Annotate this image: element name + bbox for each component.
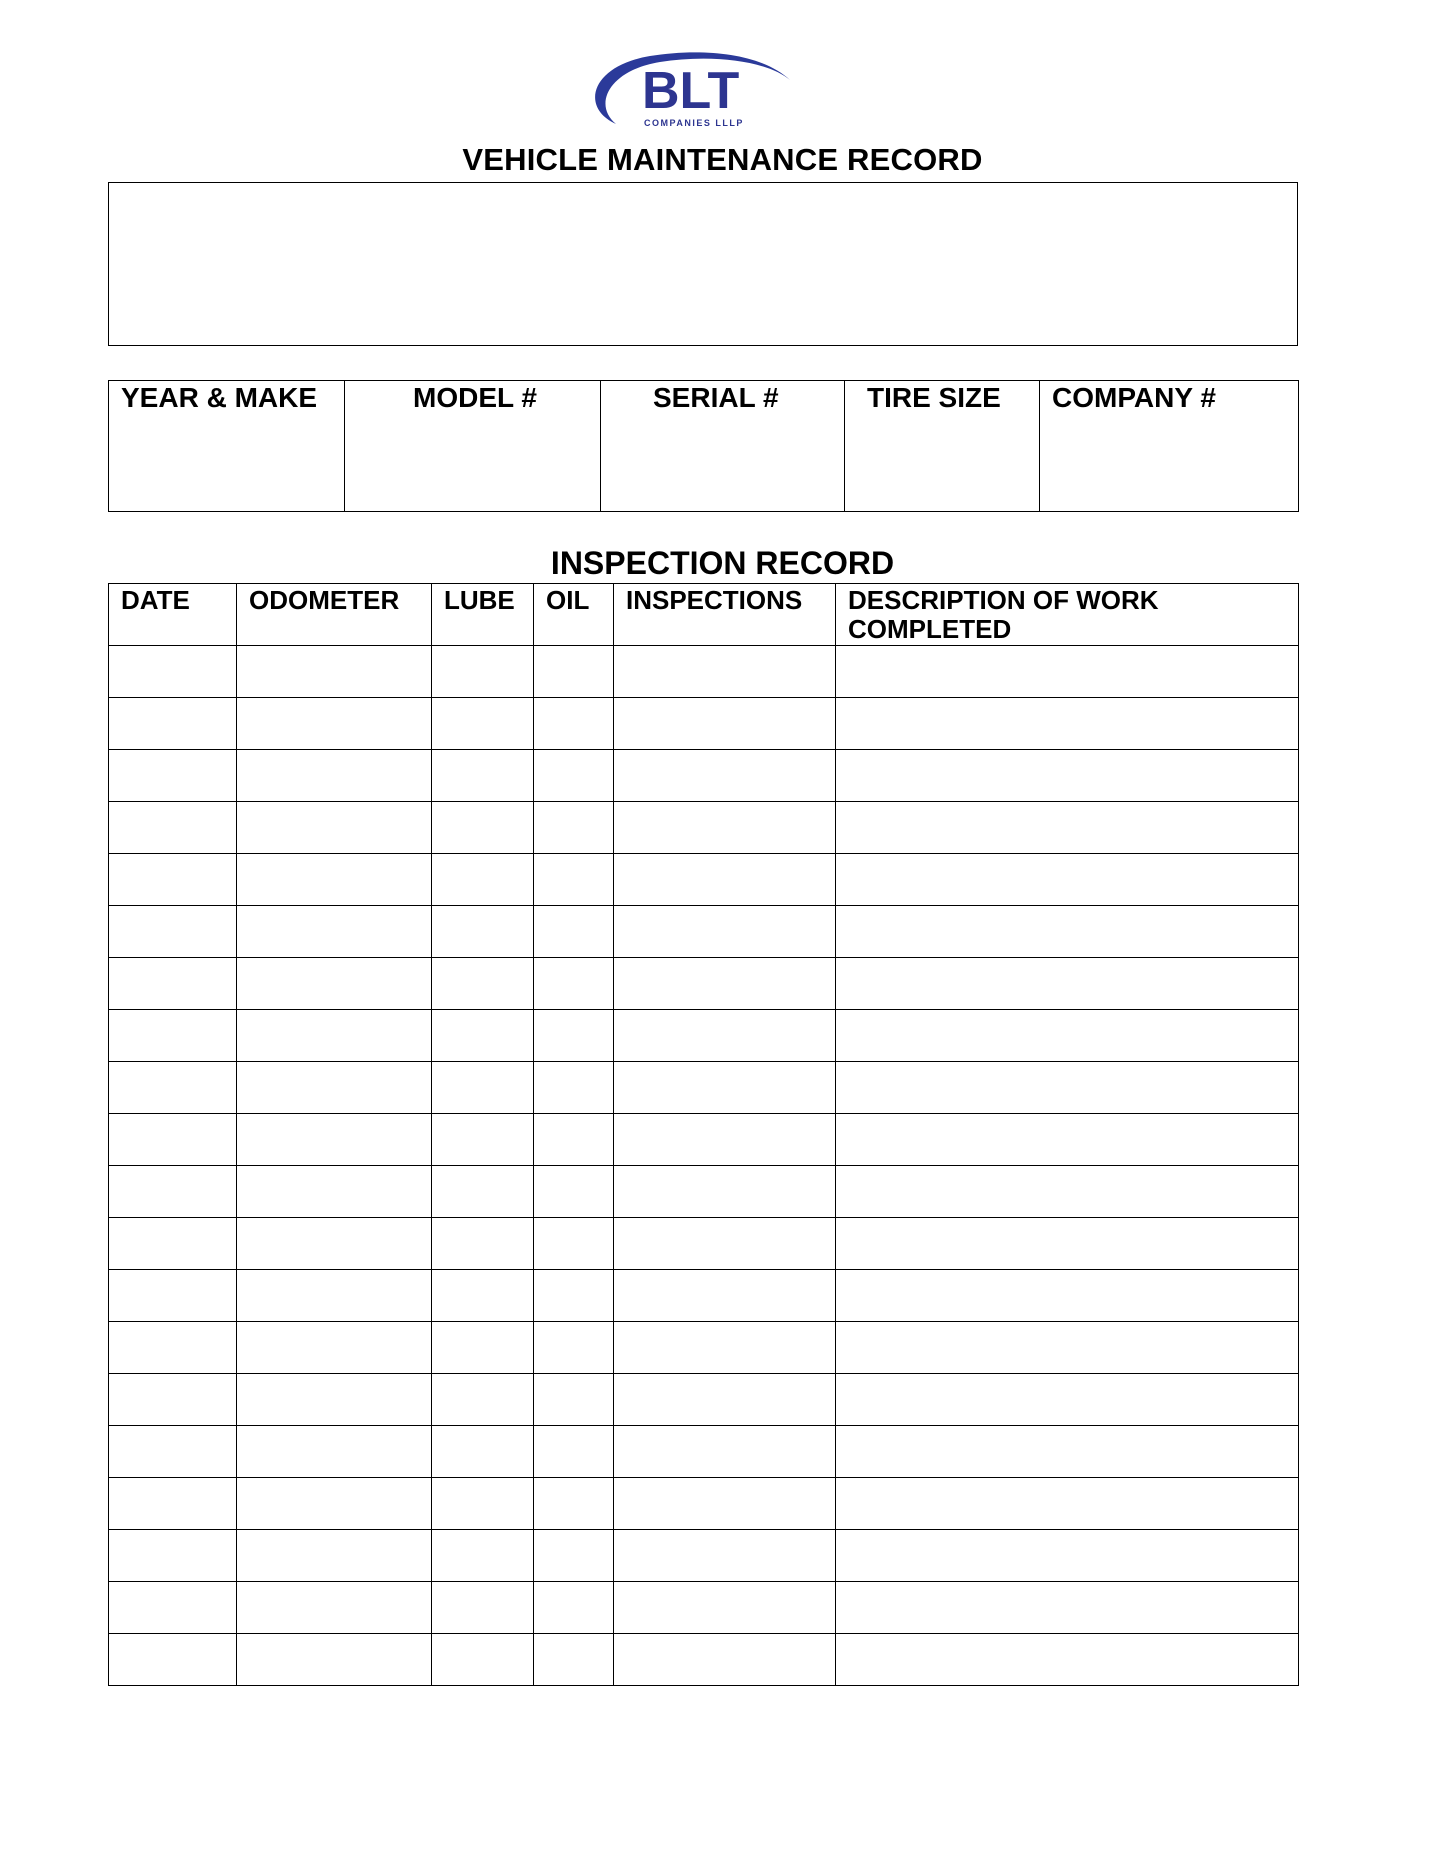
lube-cell[interactable] xyxy=(432,1114,534,1166)
inspections-cell[interactable] xyxy=(614,802,836,854)
description-cell[interactable] xyxy=(836,1166,1299,1218)
table-row xyxy=(109,698,1299,750)
inspections-cell[interactable] xyxy=(614,1166,836,1218)
lube-cell[interactable] xyxy=(432,1530,534,1582)
lube-cell[interactable] xyxy=(432,1582,534,1634)
date-cell[interactable] xyxy=(109,802,237,854)
odometer-cell[interactable] xyxy=(237,906,432,958)
odometer-cell[interactable] xyxy=(237,802,432,854)
date-cell[interactable] xyxy=(109,1478,237,1530)
logo-subtext: COMPANIES LLLP xyxy=(644,118,744,128)
lube-cell[interactable] xyxy=(432,958,534,1010)
date-cell[interactable] xyxy=(109,1270,237,1322)
oil-cell[interactable] xyxy=(534,1374,614,1426)
table-row xyxy=(109,958,1299,1010)
oil-cell[interactable] xyxy=(534,646,614,698)
odometer-cell[interactable] xyxy=(237,1582,432,1634)
odometer-cell[interactable] xyxy=(237,1218,432,1270)
company-number-label: COMPANY # xyxy=(1052,382,1216,413)
inspections-cell[interactable] xyxy=(614,906,836,958)
oil-cell[interactable] xyxy=(534,750,614,802)
vehicle-info-table xyxy=(108,380,1299,512)
table-row xyxy=(109,1322,1299,1374)
company-number-field[interactable] xyxy=(1040,381,1299,512)
inspections-cell[interactable] xyxy=(614,1322,836,1374)
inspections-cell[interactable] xyxy=(614,1010,836,1062)
oil-cell[interactable] xyxy=(534,1426,614,1478)
odometer-cell[interactable] xyxy=(237,750,432,802)
description-cell[interactable] xyxy=(836,854,1299,906)
inspection-rows xyxy=(109,646,1299,1686)
serial-number-field[interactable] xyxy=(601,381,845,512)
date-cell[interactable] xyxy=(109,1582,237,1634)
tire-size-label: TIRE SIZE xyxy=(867,382,1001,413)
table-row xyxy=(109,802,1299,854)
lube-cell[interactable] xyxy=(432,1270,534,1322)
inspections-cell[interactable] xyxy=(614,1374,836,1426)
odometer-cell[interactable] xyxy=(237,1166,432,1218)
date-cell[interactable] xyxy=(109,1374,237,1426)
oil-column-header: OIL xyxy=(534,584,614,646)
description-cell[interactable] xyxy=(836,646,1299,698)
inspections-cell[interactable] xyxy=(614,1270,836,1322)
inspections-cell[interactable] xyxy=(614,1426,836,1478)
logo-text: BLT xyxy=(642,62,740,120)
lube-cell[interactable] xyxy=(432,854,534,906)
odometer-cell[interactable] xyxy=(237,1062,432,1114)
odometer-cell[interactable] xyxy=(237,854,432,906)
table-row xyxy=(109,1374,1299,1426)
inspections-cell[interactable] xyxy=(614,854,836,906)
company-logo xyxy=(580,46,800,136)
lube-cell[interactable] xyxy=(432,1166,534,1218)
odometer-column-header: ODOMETER xyxy=(237,584,432,646)
table-row xyxy=(109,1218,1299,1270)
date-cell[interactable] xyxy=(109,698,237,750)
inspection-header-row xyxy=(109,584,1299,646)
table-row xyxy=(109,1166,1299,1218)
oil-cell[interactable] xyxy=(534,1582,614,1634)
year-make-field[interactable] xyxy=(109,381,345,512)
date-cell[interactable] xyxy=(109,906,237,958)
model-number-label: MODEL # xyxy=(413,382,537,413)
lube-cell[interactable] xyxy=(432,906,534,958)
lube-cell[interactable] xyxy=(432,698,534,750)
date-cell[interactable] xyxy=(109,1010,237,1062)
date-cell[interactable] xyxy=(109,1634,237,1686)
inspections-cell[interactable] xyxy=(614,698,836,750)
date-cell[interactable] xyxy=(109,750,237,802)
table-row xyxy=(109,646,1299,698)
inspections-cell[interactable] xyxy=(614,646,836,698)
description-cell[interactable] xyxy=(836,802,1299,854)
oil-cell[interactable] xyxy=(534,906,614,958)
tire-size-field[interactable] xyxy=(845,381,1040,512)
description-cell[interactable] xyxy=(836,1322,1299,1374)
description-cell[interactable] xyxy=(836,1374,1299,1426)
description-cell[interactable] xyxy=(836,698,1299,750)
date-cell[interactable] xyxy=(109,1322,237,1374)
date-cell[interactable] xyxy=(109,1218,237,1270)
oil-cell[interactable] xyxy=(534,1218,614,1270)
lube-cell[interactable] xyxy=(432,802,534,854)
inspections-cell[interactable] xyxy=(614,958,836,1010)
lube-cell[interactable] xyxy=(432,646,534,698)
odometer-cell[interactable] xyxy=(237,1374,432,1426)
inspections-cell[interactable] xyxy=(614,1634,836,1686)
oil-cell[interactable] xyxy=(534,802,614,854)
oil-cell[interactable] xyxy=(534,1530,614,1582)
description-cell[interactable] xyxy=(836,1270,1299,1322)
lube-cell[interactable] xyxy=(432,1062,534,1114)
table-row xyxy=(109,1270,1299,1322)
table-row xyxy=(109,1010,1299,1062)
description-cell[interactable] xyxy=(836,1114,1299,1166)
notes-box[interactable] xyxy=(108,182,1298,346)
date-column-header: DATE xyxy=(109,584,237,646)
date-cell[interactable] xyxy=(109,1166,237,1218)
table-row xyxy=(109,854,1299,906)
description-cell[interactable] xyxy=(836,1478,1299,1530)
lube-cell[interactable] xyxy=(432,1426,534,1478)
oil-cell[interactable] xyxy=(534,958,614,1010)
table-row xyxy=(109,1530,1299,1582)
oil-cell[interactable] xyxy=(534,698,614,750)
lube-cell[interactable] xyxy=(432,1218,534,1270)
inspections-cell[interactable] xyxy=(614,1582,836,1634)
description-cell[interactable] xyxy=(836,1530,1299,1582)
table-row xyxy=(109,1634,1299,1686)
date-cell[interactable] xyxy=(109,854,237,906)
year-make-label: YEAR & MAKE xyxy=(121,382,318,413)
odometer-cell[interactable] xyxy=(237,1322,432,1374)
oil-cell[interactable] xyxy=(534,1322,614,1374)
lube-cell[interactable] xyxy=(432,1478,534,1530)
lube-column-header: LUBE xyxy=(432,584,534,646)
date-cell[interactable] xyxy=(109,1062,237,1114)
lube-cell[interactable] xyxy=(432,1010,534,1062)
date-cell[interactable] xyxy=(109,646,237,698)
table-row xyxy=(109,1114,1299,1166)
model-number-field[interactable] xyxy=(345,381,601,512)
serial-number-label: SERIAL # xyxy=(653,382,779,413)
odometer-cell[interactable] xyxy=(237,698,432,750)
table-row xyxy=(109,906,1299,958)
odometer-cell[interactable] xyxy=(237,1426,432,1478)
page-title: VEHICLE MAINTENANCE RECORD xyxy=(462,142,983,177)
oil-cell[interactable] xyxy=(534,1114,614,1166)
inspections-cell[interactable] xyxy=(614,1114,836,1166)
inspections-cell[interactable] xyxy=(614,750,836,802)
oil-cell[interactable] xyxy=(534,1270,614,1322)
odometer-cell[interactable] xyxy=(237,1270,432,1322)
inspections-cell[interactable] xyxy=(614,1062,836,1114)
oil-cell[interactable] xyxy=(534,1478,614,1530)
lube-cell[interactable] xyxy=(432,1634,534,1686)
oil-cell[interactable] xyxy=(534,1062,614,1114)
description-cell[interactable] xyxy=(836,1218,1299,1270)
description-cell[interactable] xyxy=(836,1426,1299,1478)
odometer-cell[interactable] xyxy=(237,1010,432,1062)
description-cell[interactable] xyxy=(836,1582,1299,1634)
oil-cell[interactable] xyxy=(534,1166,614,1218)
date-cell[interactable] xyxy=(109,1426,237,1478)
description-cell[interactable] xyxy=(836,906,1299,958)
odometer-cell[interactable] xyxy=(237,646,432,698)
table-row xyxy=(109,1062,1299,1114)
lube-cell[interactable] xyxy=(432,750,534,802)
date-cell[interactable] xyxy=(109,1114,237,1166)
inspections-column-header: INSPECTIONS xyxy=(614,584,836,646)
date-cell[interactable] xyxy=(109,1530,237,1582)
inspections-cell[interactable] xyxy=(614,1218,836,1270)
oil-cell[interactable] xyxy=(534,854,614,906)
description-cell[interactable] xyxy=(836,1010,1299,1062)
odometer-cell[interactable] xyxy=(237,1114,432,1166)
date-cell[interactable] xyxy=(109,958,237,1010)
lube-cell[interactable] xyxy=(432,1322,534,1374)
description-cell[interactable] xyxy=(836,750,1299,802)
odometer-cell[interactable] xyxy=(237,1478,432,1530)
table-row xyxy=(109,750,1299,802)
description-cell[interactable] xyxy=(836,1062,1299,1114)
odometer-cell[interactable] xyxy=(237,1530,432,1582)
description-column-header: DESCRIPTION OF WORK COMPLETED xyxy=(836,584,1299,646)
odometer-cell[interactable] xyxy=(237,958,432,1010)
oil-cell[interactable] xyxy=(534,1634,614,1686)
blt-logo-graphic xyxy=(580,46,800,136)
description-cell[interactable] xyxy=(836,958,1299,1010)
table-row xyxy=(109,1478,1299,1530)
inspections-cell[interactable] xyxy=(614,1478,836,1530)
inspection-section-title: INSPECTION RECORD xyxy=(550,545,895,581)
oil-cell[interactable] xyxy=(534,1010,614,1062)
odometer-cell[interactable] xyxy=(237,1634,432,1686)
lube-cell[interactable] xyxy=(432,1374,534,1426)
inspection-record-table xyxy=(108,583,1299,1686)
table-row xyxy=(109,1426,1299,1478)
table-row xyxy=(109,1582,1299,1634)
inspections-cell[interactable] xyxy=(614,1530,836,1582)
description-cell[interactable] xyxy=(836,1634,1299,1686)
